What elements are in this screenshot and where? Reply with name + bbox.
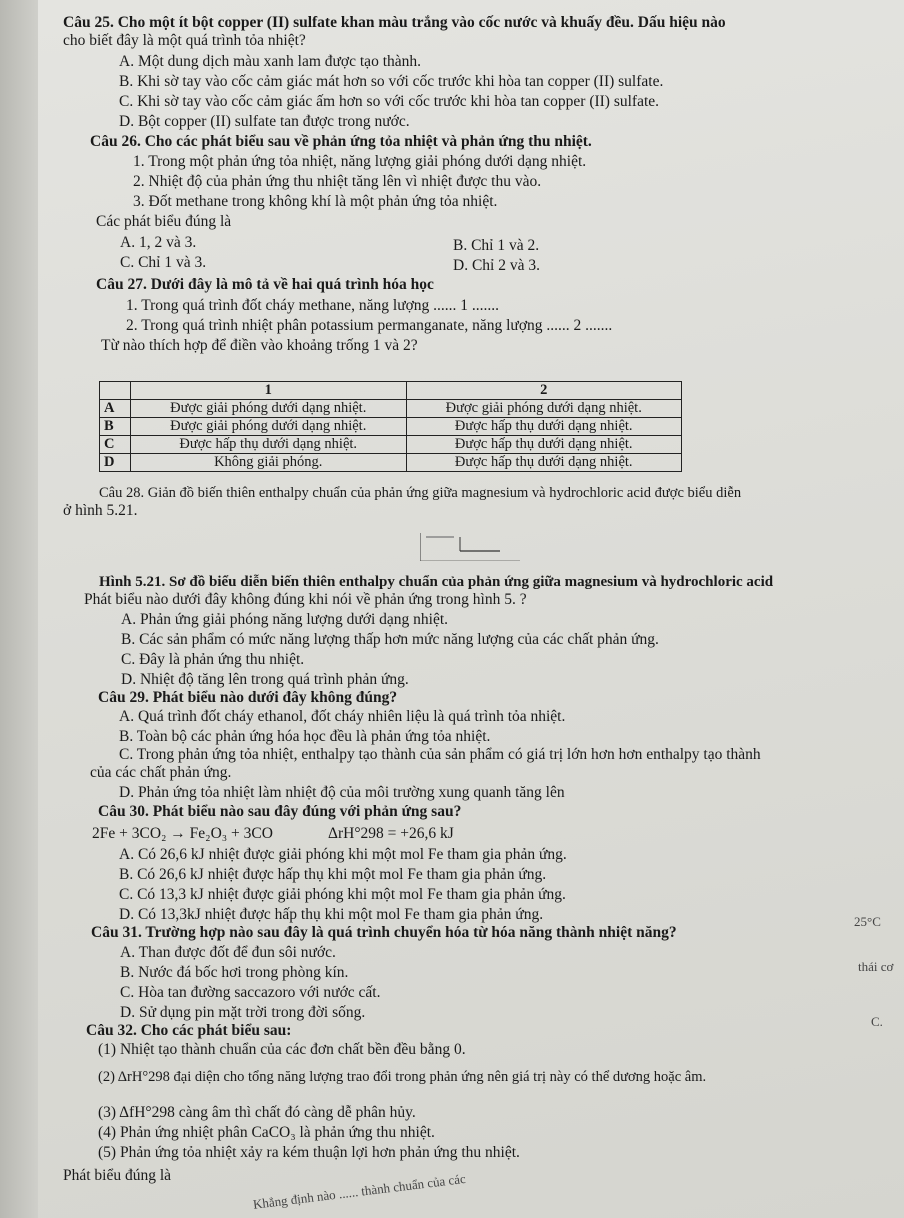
- table-cell: Được hấp thụ dưới dạng nhiệt.: [406, 418, 682, 436]
- q32-statement-3: (3) ΔfH°298 càng âm thì chất đó càng dễ phân hủy.: [98, 1104, 416, 1121]
- q26-option-c: C. Chỉ 1 và 3.: [120, 254, 207, 271]
- q31-option-a: A. Than được đốt để đun sôi nước.: [120, 944, 336, 961]
- q27-statement-1: 1. Trong quá trình đốt cháy methane, năng lượng ...... 1 .......: [126, 297, 500, 314]
- q25-option-a: A. Một dung dịch màu xanh lam được tạo thành.: [119, 53, 422, 70]
- q26-option-b: B. Chỉ 1 và 2.: [453, 237, 540, 254]
- table-row-key: D: [100, 454, 131, 472]
- q26-option-d: D. Chỉ 2 và 3.: [453, 257, 540, 274]
- page-edge-shadow: [0, 0, 38, 1218]
- q30-option-d: D. Có 13,3kJ nhiệt được hấp thụ khi một mol Fe tham gia phản ứng.: [119, 906, 544, 923]
- q27-answer-table: [99, 381, 682, 472]
- q32-ask: Phát biểu đúng là: [63, 1167, 172, 1184]
- q32-statement-2: (2) ΔrH°298 đại diện cho tổng năng lượng trao đổi trong phản ứng nên giá trị này có thể dương hoặc âm.: [98, 1069, 707, 1085]
- table-header-1: 1: [131, 382, 407, 400]
- q25-option-d: D. Bột copper (II) sulfate tan được trong nước.: [119, 113, 410, 130]
- q32-statement-4: (4) Phản ứng nhiệt phân CaCO₃ là phản ứng thu nhiệt.: [98, 1124, 435, 1141]
- margin-temperature: 25°C: [854, 914, 881, 929]
- q25-stem-line2: cho biết đây là một quá trình tỏa nhiệt?: [63, 32, 306, 49]
- q25-option-b: B. Khi sờ tay vào cốc cảm giác mát hơn so với cốc trước khi hòa tan copper (II) sulfate.: [119, 73, 664, 90]
- q32-statement-5: (5) Phản ứng tỏa nhiệt xảy ra kém thuận lợi hơn phản ứng thu nhiệt.: [98, 1144, 520, 1161]
- q29-option-a: A. Quá trình đốt cháy ethanol, đốt cháy nhiên liệu là quá trình tỏa nhiệt.: [119, 708, 566, 725]
- table-header-row: [100, 382, 682, 400]
- q30-option-a: A. Có 26,6 kJ nhiệt được giải phóng khi một mol Fe tham gia phản ứng.: [119, 846, 567, 863]
- table-corner-cell: [100, 382, 131, 400]
- q30-option-c: C. Có 13,3 kJ nhiệt được giải phóng khi một mol Fe tham gia phản ứng.: [119, 886, 566, 903]
- q30-equation: 2Fe + 3CO₂ → Fe₂O₃ + 3CO: [92, 825, 273, 842]
- enthalpy-diagram-figure: [420, 527, 520, 561]
- q31-option-c: C. Hòa tan đường saccazoro với nước cất.: [120, 984, 381, 1001]
- table-cell: Không giải phóng.: [131, 454, 407, 472]
- figure-caption: Hình 5.21. Sơ đồ biểu diễn biến thiên enthalpy chuẩn của phản ứng giữa magnesium và hydrochloric acid: [99, 574, 774, 590]
- q30-enthalpy: ΔrH°298 = +26,6 kJ: [328, 825, 454, 842]
- q29-option-c-line2: của các chất phản ứng.: [90, 764, 232, 781]
- table-row-key: A: [100, 400, 131, 418]
- q30-option-b: B. Có 26,6 kJ nhiệt được hấp thụ khi một mol Fe tham gia phản ứng.: [119, 866, 547, 883]
- margin-note-2: C.: [871, 1014, 883, 1029]
- q28-option-b: B. Các sản phẩm có mức năng lượng thấp hơn mức năng lượng của các chất phản ứng.: [121, 631, 659, 648]
- q29-option-d: D. Phản ứng tỏa nhiệt làm nhiệt độ của môi trường xung quanh tăng lên: [119, 784, 565, 801]
- q27-statement-2: 2. Trong quá trình nhiệt phân potassium permanganate, năng lượng ...... 2 .......: [126, 317, 613, 334]
- q29-stem: Câu 29. Phát biểu nào dưới đây không đúng?: [98, 689, 398, 706]
- q27-stem: Câu 27. Dưới đây là mô tả về hai quá trình hóa học: [96, 276, 434, 293]
- table-row-key: B: [100, 418, 131, 436]
- q29-option-c-line1: C. Trong phản ứng tỏa nhiệt, enthalpy tạo thành của sản phẩm có giá trị lớn hơn hơn enthalpy tạo thành: [119, 746, 761, 763]
- q31-option-b: B. Nước đá bốc hơi trong phòng kín.: [120, 964, 349, 981]
- q25-stem-line1: Câu 25. Cho một ít bột copper (II) sulfate khan màu trắng vào cốc nước và khuấy đều. Dấu hiệu nào: [63, 14, 726, 31]
- q26-stem: Câu 26. Cho các phát biểu sau về phản ứng tỏa nhiệt và phản ứng thu nhiệt.: [90, 133, 592, 150]
- q26-option-a: A. 1, 2 và 3.: [120, 234, 197, 251]
- q28-ask: Phát biểu nào dưới đây không đúng khi nói về phản ứng trong hình 5. ?: [84, 591, 527, 608]
- q28-option-d: D. Nhiệt độ tăng lên trong quá trình phản ứng.: [121, 671, 409, 688]
- q32-stem: Câu 32. Cho các phát biểu sau:: [86, 1022, 292, 1039]
- q31-stem: Câu 31. Trường hợp nào sau đây là quá trình chuyển hóa từ hóa năng thành nhiệt năng?: [91, 924, 677, 941]
- q31-option-d: D. Sử dụng pin mặt trời trong đời sống.: [120, 1004, 366, 1021]
- margin-note-1: thái cơ: [858, 959, 894, 974]
- q26-statement-1: 1. Trong một phản ứng tỏa nhiệt, năng lượng giải phóng dưới dạng nhiệt.: [133, 153, 587, 170]
- q32-statement-1: (1) Nhiệt tạo thành chuẩn của các đơn chất bền đều bằng 0.: [98, 1041, 466, 1058]
- q25-option-c: C. Khi sờ tay vào cốc cảm giác ấm hơn so với cốc trước khi hòa tan copper (II) sulfate.: [119, 93, 660, 110]
- q30-stem: Câu 30. Phát biểu nào sau đây đúng với phản ứng sau?: [98, 803, 462, 820]
- q28-option-c: C. Đây là phản ứng thu nhiệt.: [121, 651, 305, 668]
- table-header-2: 2: [406, 382, 682, 400]
- q28-stem-line2: ở hình 5.21.: [63, 502, 138, 519]
- q26-statement-2: 2. Nhiệt độ của phản ứng thu nhiệt tăng lên vì nhiệt được thu vào.: [133, 173, 542, 190]
- table-cell: Được hấp thụ dưới dạng nhiệt.: [131, 436, 407, 454]
- q28-stem-line1: Câu 28. Giản đồ biến thiên enthalpy chuẩn của phản ứng giữa magnesium và hydrochloric acid được biểu diễn: [99, 485, 742, 501]
- table-cell: Được hấp thụ dưới dạng nhiệt.: [406, 454, 682, 472]
- q28-option-a: A. Phản ứng giải phóng năng lượng dưới dạng nhiệt.: [121, 611, 449, 628]
- table-row: [100, 400, 682, 418]
- table-cell: Được giải phóng dưới dạng nhiệt.: [131, 418, 407, 436]
- table-row-key: C: [100, 436, 131, 454]
- table-cell: Được giải phóng dưới dạng nhiệt.: [131, 400, 407, 418]
- table-row: [100, 454, 682, 472]
- q29-option-b: B. Toàn bộ các phản ứng hóa học đều là phản ứng tỏa nhiệt.: [119, 728, 491, 745]
- table-row: [100, 418, 682, 436]
- q27-ask: Từ nào thích hợp để điền vào khoảng trống 1 và 2?: [101, 337, 418, 354]
- cut-off-next-question: Khẳng định nào ...... thành chuẩn của các: [252, 1170, 467, 1212]
- q26-ask: Các phát biểu đúng là: [96, 213, 232, 230]
- table-cell: Được giải phóng dưới dạng nhiệt.: [406, 400, 682, 418]
- table-row: [100, 436, 682, 454]
- q26-statement-3: 3. Đốt methane trong không khí là một phản ứng tỏa nhiệt.: [133, 193, 498, 210]
- table-cell: Được hấp thụ dưới dạng nhiệt.: [406, 436, 682, 454]
